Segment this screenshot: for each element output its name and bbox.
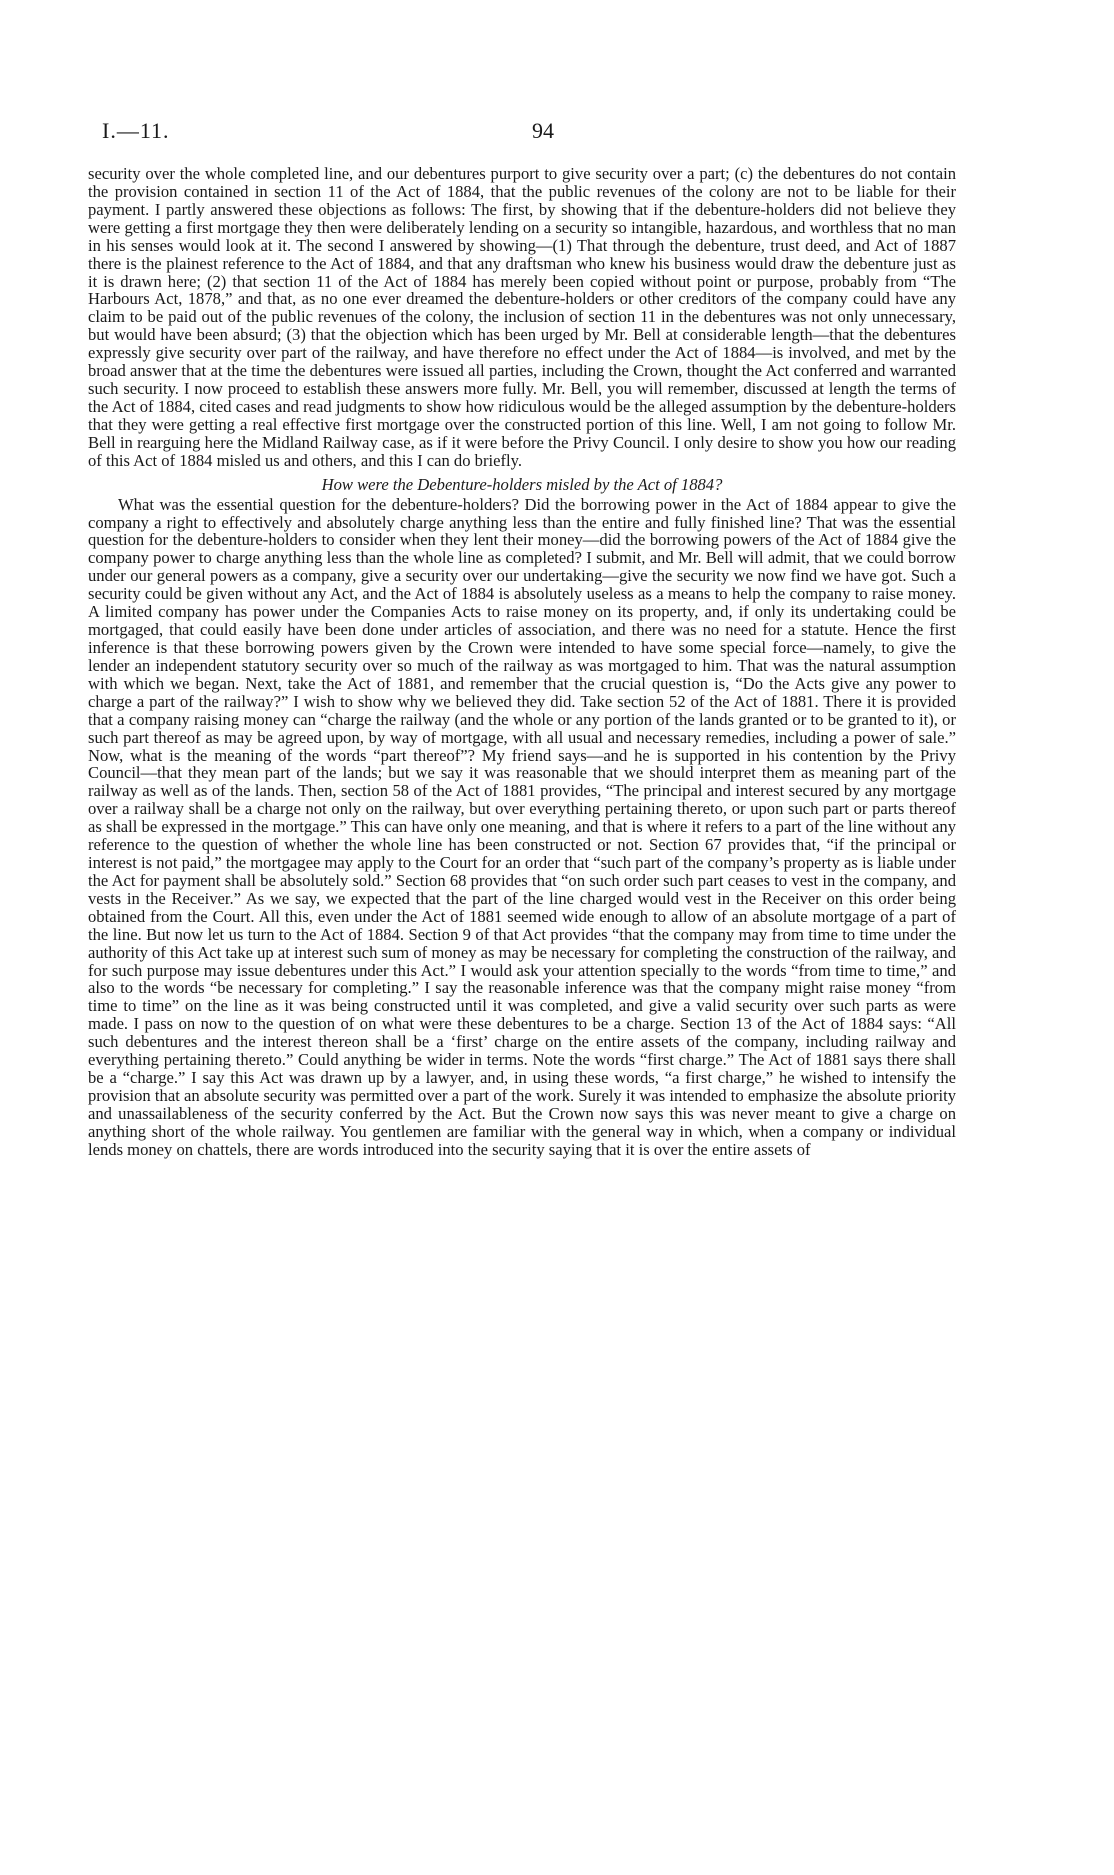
body-paragraph: security over the whole completed line, and our debentures purport to give security over a part; (c) the debentures do not contain the provision contained in section 11 of the Act of 1884, that the public revenues of the colony are not to be liable for their payment. I partly answered these objections as follows: The first, by showing that if the debenture-holders did not believe they were getting a first mortgage they then were deliberately lending on a security so intangible, hazardous, and worthless that no man in his senses would look at it. The second I answered by showing—(1) That through the debenture, trust deed, and Act of 1887 there is the plainest reference to the Act of 1884, and that any draftsman who knew his business would draw the debenture just as it is drawn here; (2) that section 11 of the Act of 1884 has merely been copied without point or purpose, probably from “The Harbours Act, 1878,” and that, as no one ever dreamed the debenture-holders or other creditors of the company could have any claim to be paid out of the public revenues of the colony, the inclusion of section 11 in the debentures was not only unnecessary, but would have been absurd; (3) that the objection which has been urged by Mr. Bell at considerable length—that the debentures expressly give security over part of the railway, and have therefore no effect under the Act of 1884—is involved, and met by the broad answer that at the time the debentures were issued all parties, including the Crown, thought the Act conferred and warranted such security. I now proceed to establish these answers more fully. Mr. Bell, you will remember, discussed at length the terms of the Act of 1884, cited cases and read judgments to show how ridiculous would be the alleged assumption by the debenture-holders that they were getting a real effective first mortgage over the constructed portion of this line. Well, I am not going to follow Mr. Bell in rearguing here the Midland Railway case, as if it were before the Privy Council. I only desire to show you how our reading of this Act of 1884 misled us and others, and this I can do briefly.: [88, 164, 956, 470]
document-body: [88, 165, 956, 1159]
page-header: [102, 118, 962, 148]
document-reference: I.—11.: [102, 118, 170, 143]
section-subheading: How were the Debenture-holders misled by the Act of 1884?: [321, 474, 723, 494]
body-paragraph: What was the essential question for the debenture-holders? Did the borrowing power in the Act of 1884 appear to give the company a right to effectively and absolutely charge anything less than the entire and fully finished line? That was the essential question for the debenture-holders to consider when they lent their money—did the borrowing powers of the Act of 1884 give the company power to charge anything less than the whole line as completed? I submit, and Mr. Bell will admit, that we could borrow under our general powers as a company, give a security over our undertaking—give the security we now find we have got. Such a security could be given without any Act, and the Act of 1884 is absolutely useless as a means to help the company to raise money. A limited company has power under the Companies Acts to raise money on its property, and, if only its undertaking could be mortgaged, that could easily have been done under articles of association, and there was no need for a statute. Hence the first inference is that these borrowing powers given by the Crown were intended to have some special force—namely, to give the lender an independent statutory security over so much of the railway as was mortgaged to him. That was the natural assumption with which we began. Next, take the Act of 1881, and remember that the crucial question is, “Do the Acts give any power to charge a part of the railway?” I wish to show why we believed they did. Take section 52 of the Act of 1881. There it is provided that a company raising money can “charge the railway (and the whole or any portion of the lands granted or to be granted to it), or such part thereof as may be agreed upon, by way of mortgage, with all usual and necessary remedies, including a power of sale.” Now, what is the meaning of the words “part thereof”? My friend says—and he is supported in his contention by the Privy Council—that they mean part of the lands; but we say it was reasonable that we should interpret them as meaning part of the railway as well as of the lands. Then, section 58 of the Act of 1881 provides, “The principal and interest secured by any mortgage over a railway shall be a charge not only on the railway, but over everything pertaining thereto, or upon such part or parts thereof as shall be expressed in the mortgage.” This can have only one meaning, and that is where it refers to a part of the line without any reference to the question of whether the whole line has been constructed or not. Section 67 provides that, “if the principal or interest is not paid,” the mortgagee may apply to the Court for an order that “such part of the company’s property as is liable under the Act for payment shall be absolutely sold.” Section 68 provides that “on such order such part ceases to vest in the company, and vests in the Receiver.” As we say, we expected that the part of the line charged would vest in the Receiver on this order being obtained from the Court. All this, even under the Act of 1881 seemed wide enough to allow of an absolute mortgage of a part of the line. But now let us turn to the Act of 1884. Section 9 of that Act provides “that the company may from time to time under the authority of this Act take up at interest such sum of money as may be necessary for completing the construction of the railway, and for such purpose may issue debentures under this Act.” I would ask your attention specially to the words “from time to time,” and also to the words “be necessary for completing.” I say the reasonable inference was that the company might raise money “from time to time” on the line as it was being constructed until it was completed, and give a valid security over such parts as were made. I pass on now to the question of on what were these debentures to be a charge. Section 13 of the Act of 1884 says: “All such debentures and the interest thereon shall be a ‘first’ charge on the entire assets of the company, including railway and everything pertaining thereto.” Could anything be wider in terms. Note the words “first charge.” The Act of 1881 says there shall be a “charge.” I say this Act was drawn up by a lawyer, and, in using these words, “a first charge,” he wished to intensify the provision that an absolute security was permitted over a part of the work. Surely it was intended to emphasize the absolute priority and unassailableness of the security conferred by the Act. But the Crown now says this was never meant to give a charge on anything short of the whole railway. You gentlemen are familiar with the general way in which, when a company or individual lends money on chattels, there are words introduced into the security saying that it is over the entire assets of: [88, 494, 957, 1159]
page-number: 94: [532, 118, 554, 143]
